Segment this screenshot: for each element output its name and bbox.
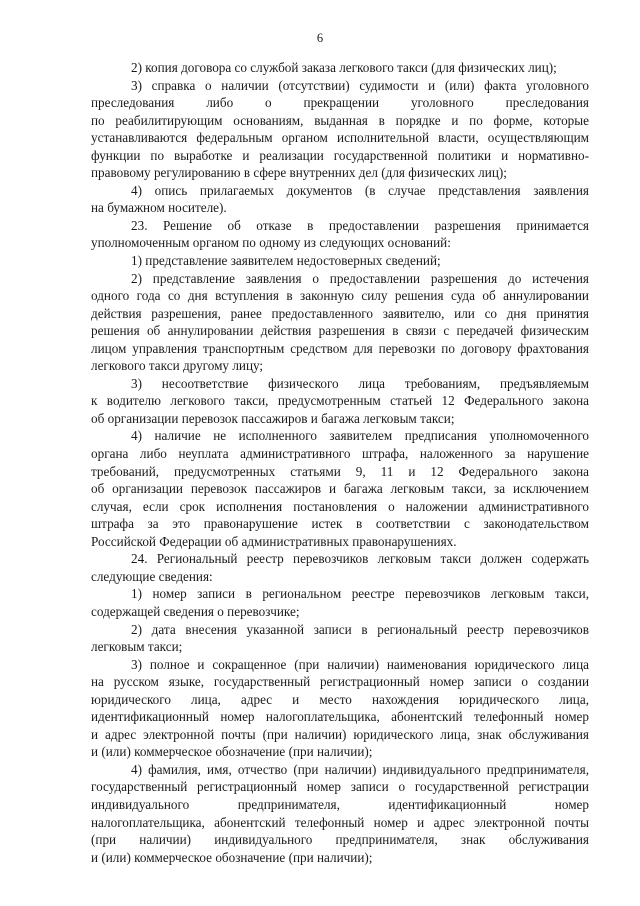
text-line: содержащей сведения о перевозчике; [91,603,300,619]
text-line: идентификационный номер налогоплательщика, абонентский телефонный номер [91,709,589,725]
text-line: случая, если срок исполнения постановления о наложении административного [91,498,589,514]
text-line: к водителю легкового такси, предусмотренным статьей 12 Федерального закона [91,393,589,409]
text-line: лицом управления транспортным средством для перевозки по договору фрахтования [91,340,589,356]
text-line: органа либо неуплата административного штрафа, наложенного за нарушение [91,446,589,462]
text-line: преследования либо о прекращении уголовного преследования [91,95,589,111]
text-line: 24. Региональный реестр перевозчиков легковым такси должен содержать [131,551,589,567]
text-line: штрафа за это правонарушение истек в соответствии с законодательством [91,516,589,532]
text-line: уполномоченным органом по одному из следующих оснований: [91,235,451,251]
text-line: и (или) коммерческое обозначение (при наличии); [91,849,373,865]
text-line: 3) несоответствие физического лица требованиям, предъявляемым [131,375,589,391]
document-body [91,59,589,866]
text-line: устанавливаются федеральным органом исполнительной власти, осуществляющим [91,130,589,146]
text-line: следующие сведения: [91,568,213,584]
text-line: требований, предусмотренных статьями 9, 11 и 12 Федерального закона [91,463,589,479]
text-line: на русском языке, государственный регистрационный номер записи о создании [91,674,589,690]
text-line: одного года со дня вступления в законную силу решения суда об аннулировании [91,288,589,304]
page-number: 6 [316,31,324,45]
text-line: государственный регистрационный номер записи о государственной регистрации [91,779,589,795]
text-line: 3) полное и сокращенное (при наличии) наименования юридического лица [131,656,589,672]
text-line: 4) опись прилагаемых документов (в случае представления заявления [131,182,589,198]
text-line: и (или) коммерческое обозначение (при наличии); [91,744,373,760]
text-line: (при наличии) индивидуального предпринимателя, знак обслуживания [91,832,589,848]
text-line: об организации перевозок пассажиров и багажа легковым такси, за исключением [91,481,589,497]
text-line: легковым такси; [91,639,183,655]
text-line: 4) фамилия, имя, отчество (при наличии) индивидуального предпринимателя, [131,761,589,777]
text-line: 23. Решение об отказе в предоставлении разрешения принимается [131,217,589,233]
text-line: 1) номер записи в региональном реестре перевозчиков легковым такси, [131,586,589,602]
text-line: решения об аннулировании действия разрешения в связи с передачей физическим [91,323,589,339]
text-line: 3) справка о наличии (отсутствии) судимости и (или) факта уголовного [131,77,589,93]
text-line: функции по выработке и реализации государственной политики и нормативно- [91,147,589,163]
text-line: действия разрешения, ранее предоставленного заявителю, или со дня принятия [91,305,589,321]
text-line: легкового такси другому лицу; [91,358,264,374]
text-line: об организации перевозок пассажиров и багажа легковым такси; [91,410,455,426]
text-line: 2) представление заявления о предоставлении разрешения до истечения [131,270,589,286]
text-line: Российской Федерации об административных правонарушениях. [91,533,457,549]
text-line: 1) представление заявителем недостоверных сведений; [131,253,441,269]
text-line: индивидуального предпринимателя, идентификационный номер [91,796,589,812]
text-line: и адрес электронной почты (при наличии) юридического лица, знак обслуживания [91,726,589,742]
text-line: 2) дата внесения указанной записи в региональный реестр перевозчиков [131,621,589,637]
text-line: налогоплательщика, абонентский телефонный номер и адрес электронной почты [91,814,589,830]
text-line: по реабилитирующим основаниям, выданная в порядке и по форме, которые [91,112,589,128]
text-line: юридического лица, адрес и место нахождения юридического лица, [91,691,589,707]
text-line: на бумажном носителе). [91,200,227,216]
text-line: 2) копия договора со службой заказа легкового такси (для физических лиц); [131,60,557,75]
text-line: правовому регулированию в сфере внутренних дел (для физических лиц); [91,165,507,181]
text-line: 4) наличие не исполненного заявителем предписания уполномоченного [131,428,589,444]
